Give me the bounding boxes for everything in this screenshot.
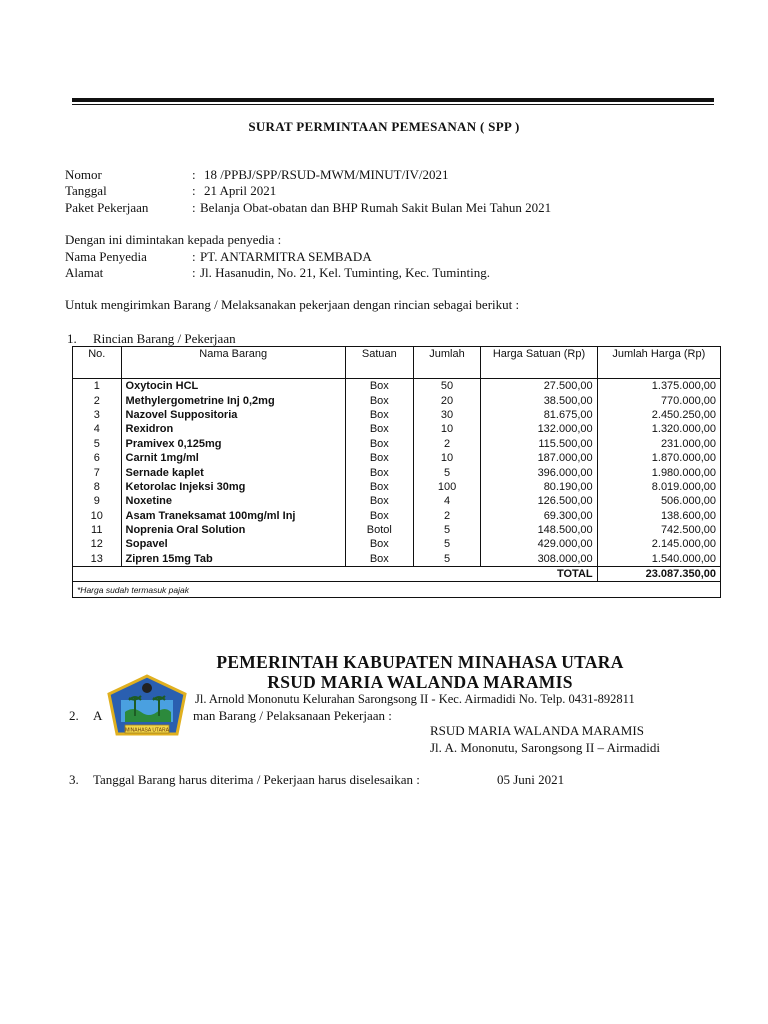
stamp-line-address: Jl. Arnold Mononutu Kelurahan Sarongsong II - Kec. Airmadidi No. Telp. 0431-892811 <box>195 692 635 706</box>
cell-price: 69.300,00 <box>481 509 597 523</box>
section1-number: 1. <box>67 331 77 346</box>
delivery-date: 05 Juni 2021 <box>497 772 565 787</box>
table-row <box>73 437 721 451</box>
section2-label: man Barang / Pelaksanaan Pekerjaan : <box>193 708 392 723</box>
cell-name: Asam Traneksamat 100mg/ml Inj <box>121 509 345 523</box>
cell-qty: 5 <box>413 537 481 551</box>
cell-qty: 5 <box>413 523 481 537</box>
cell-qty: 20 <box>413 393 481 407</box>
total-label: TOTAL <box>73 567 598 582</box>
cell-total: 2.145.000,00 <box>597 537 720 551</box>
field-value-alamat: Jl. Hasanudin, No. 21, Kel. Tuminting, Kec. Tuminting. <box>200 265 490 280</box>
cell-unit: Botol <box>345 523 413 537</box>
field-value-penyedia: PT. ANTARMITRA SEMBADA <box>200 249 372 264</box>
header-rule-thick <box>72 98 714 102</box>
logo-banner-text: MINAHASA UTARA <box>125 727 169 734</box>
header-price: Harga Satuan (Rp) <box>481 347 597 379</box>
header-qty: Jumlah <box>413 347 481 379</box>
field-label-penyedia: Nama Penyedia <box>65 249 147 264</box>
cell-price: 38.500,00 <box>481 393 597 407</box>
cell-name: Noprenia Oral Solution <box>121 523 345 537</box>
cell-no: 4 <box>73 422 122 436</box>
cell-total: 742.500,00 <box>597 523 720 537</box>
stamp-line-hospital: RSUD MARIA WALANDA MARAMIS <box>267 672 573 692</box>
cell-price: 132.000,00 <box>481 422 597 436</box>
field-label-paket: Paket Pekerjaan <box>65 200 149 215</box>
cell-no: 7 <box>73 465 122 479</box>
cell-no: 11 <box>73 523 122 537</box>
table-row <box>73 393 721 407</box>
table-row <box>73 480 721 494</box>
destination-address: Jl. A. Mononutu, Sarongsong II – Airmadidi <box>430 740 661 755</box>
header-no: No. <box>73 347 122 379</box>
cell-price: 115.500,00 <box>481 437 597 451</box>
stamp-line-government: PEMERINTAH KABUPATEN MINAHASA UTARA <box>216 652 624 672</box>
cell-total: 770.000,00 <box>597 393 720 407</box>
table-row <box>73 408 721 422</box>
cell-name: Sopavel <box>121 537 345 551</box>
cell-price: 429.000,00 <box>481 537 597 551</box>
cell-total: 506.000,00 <box>597 494 720 508</box>
cell-total: 1.375.000,00 <box>597 379 720 394</box>
document-title: SURAT PERMINTAAN PEMESANAN ( SPP ) <box>248 119 520 134</box>
cell-price: 308.000,00 <box>481 552 597 567</box>
cell-no: 9 <box>73 494 122 508</box>
cell-price: 396.000,00 <box>481 465 597 479</box>
total-row <box>73 567 721 582</box>
cell-name: Methylergometrine Inj 0,2mg <box>121 393 345 407</box>
cell-price: 126.500,00 <box>481 494 597 508</box>
table-row <box>73 494 721 508</box>
header-total: Jumlah Harga (Rp) <box>597 347 720 379</box>
cell-unit: Box <box>345 393 413 407</box>
field-label-nomor: Nomor <box>65 167 102 182</box>
field-value-tanggal: 21 April 2021 <box>204 183 277 198</box>
total-value: 23.087.350,00 <box>597 567 720 582</box>
cell-total: 1.870.000,00 <box>597 451 720 465</box>
items-table <box>72 346 721 598</box>
instruction-text: Untuk mengirimkan Barang / Melaksanakan pekerjaan dengan rincian sebagai berikut : <box>65 297 520 312</box>
cell-total: 138.600,00 <box>597 509 720 523</box>
field-value-nomor: 18 /PPBJ/SPP/RSUD-MWM/MINUT/IV/2021 <box>204 167 449 182</box>
table-row <box>73 379 721 394</box>
cell-no: 12 <box>73 537 122 551</box>
field-sep: : <box>192 249 196 264</box>
field-label-tanggal: Tanggal <box>65 183 107 198</box>
note-row <box>73 582 721 597</box>
header-name: Nama Barang <box>121 347 345 379</box>
tax-note: *Harga sudah termasuk pajak <box>73 582 721 597</box>
cell-name: Rexidron <box>121 422 345 436</box>
cell-no: 5 <box>73 437 122 451</box>
cell-name: Carnit 1mg/ml <box>121 451 345 465</box>
intro-text: Dengan ini dimintakan kepada penyedia : <box>65 232 282 247</box>
cell-name: Pramivex 0,125mg <box>121 437 345 451</box>
table-row <box>73 465 721 479</box>
cell-qty: 50 <box>413 379 481 394</box>
header-rule-thin <box>72 104 714 105</box>
cell-name: Zipren 15mg Tab <box>121 552 345 567</box>
cell-total: 231.000,00 <box>597 437 720 451</box>
field-sep: : <box>192 265 196 280</box>
cell-unit: Box <box>345 552 413 567</box>
field-sep: : <box>192 167 196 182</box>
table-row <box>73 552 721 567</box>
cell-name: Oxytocin HCL <box>121 379 345 394</box>
cell-price: 148.500,00 <box>481 523 597 537</box>
cell-total: 2.450.250,00 <box>597 408 720 422</box>
cell-no: 13 <box>73 552 122 567</box>
cell-price: 80.190,00 <box>481 480 597 494</box>
cell-qty: 5 <box>413 465 481 479</box>
cell-unit: Box <box>345 422 413 436</box>
cell-qty: 100 <box>413 480 481 494</box>
cell-total: 1.320.000,00 <box>597 422 720 436</box>
cell-unit: Box <box>345 494 413 508</box>
section1-label: Rincian Barang / Pekerjaan <box>93 331 236 346</box>
cell-price: 187.000,00 <box>481 451 597 465</box>
section3-number: 3. <box>69 772 79 787</box>
cell-name: Nazovel Suppositoria <box>121 408 345 422</box>
cell-name: Ketorolac Injeksi 30mg <box>121 480 345 494</box>
table-row <box>73 422 721 436</box>
cell-price: 81.675,00 <box>481 408 597 422</box>
cell-unit: Box <box>345 379 413 394</box>
cell-qty: 10 <box>413 451 481 465</box>
cell-name: Noxetine <box>121 494 345 508</box>
cell-price: 27.500,00 <box>481 379 597 394</box>
cell-no: 10 <box>73 509 122 523</box>
section2-partial-a: A <box>93 708 103 723</box>
cell-qty: 5 <box>413 552 481 567</box>
cell-qty: 2 <box>413 509 481 523</box>
cell-qty: 10 <box>413 422 481 436</box>
field-value-paket: Belanja Obat-obatan dan BHP Rumah Sakit Bulan Mei Tahun 2021 <box>200 200 552 215</box>
cell-no: 6 <box>73 451 122 465</box>
cell-unit: Box <box>345 537 413 551</box>
cell-qty: 30 <box>413 408 481 422</box>
cell-no: 8 <box>73 480 122 494</box>
section3-label: Tanggal Barang harus diterima / Pekerjaan harus diselesaikan : <box>93 772 420 787</box>
cell-unit: Box <box>345 480 413 494</box>
cell-no: 2 <box>73 393 122 407</box>
regency-logo-icon <box>105 672 189 744</box>
cell-unit: Box <box>345 408 413 422</box>
cell-no: 3 <box>73 408 122 422</box>
table-row <box>73 523 721 537</box>
cell-no: 1 <box>73 379 122 394</box>
cell-total: 8.019.000,00 <box>597 480 720 494</box>
field-sep: : <box>192 200 196 215</box>
field-label-alamat: Alamat <box>65 265 104 280</box>
header-unit: Satuan <box>345 347 413 379</box>
cell-qty: 4 <box>413 494 481 508</box>
table-header-row <box>73 347 721 379</box>
cell-unit: Box <box>345 509 413 523</box>
destination-name: RSUD MARIA WALANDA MARAMIS <box>430 723 644 738</box>
cell-unit: Box <box>345 437 413 451</box>
cell-qty: 2 <box>413 437 481 451</box>
table-row <box>73 509 721 523</box>
section2-number: 2. <box>69 708 79 723</box>
cell-unit: Box <box>345 451 413 465</box>
field-sep: : <box>192 183 196 198</box>
table-row <box>73 451 721 465</box>
cell-name: Sernade kaplet <box>121 465 345 479</box>
cell-unit: Box <box>345 465 413 479</box>
table-body <box>73 379 721 567</box>
cell-total: 1.540.000,00 <box>597 552 720 567</box>
cell-total: 1.980.000,00 <box>597 465 720 479</box>
table-row <box>73 537 721 551</box>
